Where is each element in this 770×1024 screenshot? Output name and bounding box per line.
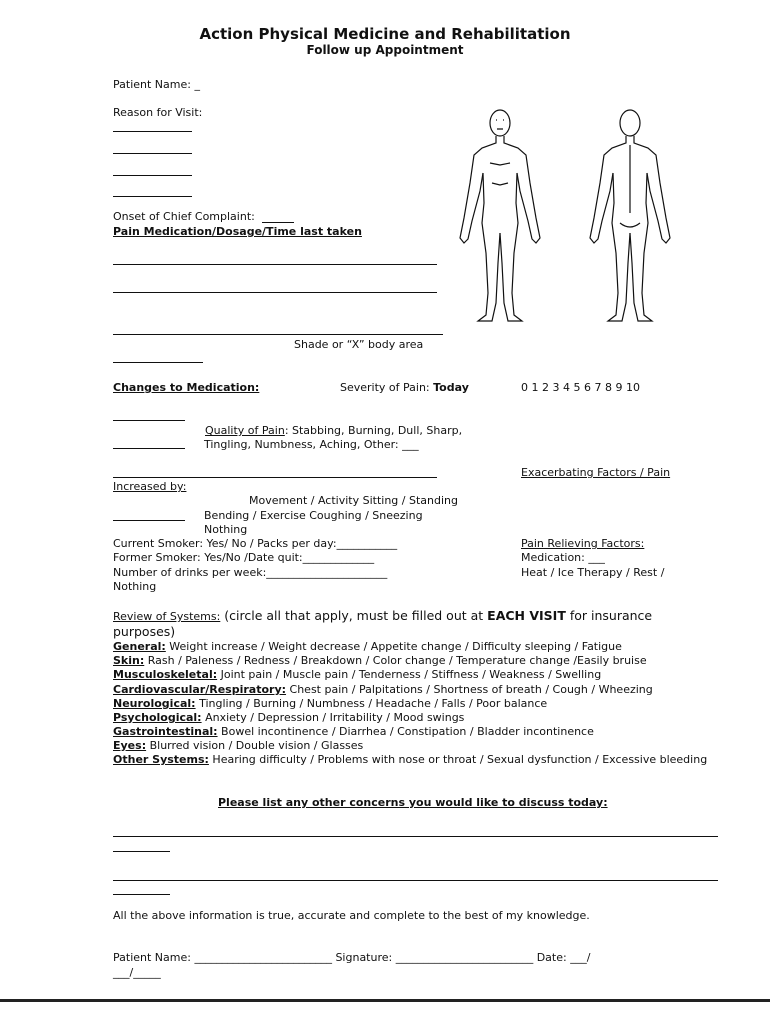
body-front-figure[interactable] [452, 103, 548, 325]
relieving-label: Pain Relieving Factors: [521, 537, 645, 550]
concerns-line-2[interactable] [113, 880, 718, 881]
body-back-figure[interactable] [582, 103, 678, 325]
onset-label: Onset of Chief Complaint: [113, 210, 255, 223]
signoff-line-1[interactable]: Patient Name: _________________________ Signature: _________________________ Date: ___/ [113, 951, 591, 964]
concerns-heading: Please list any other concerns you would like to discuss today: [218, 796, 608, 809]
quality-line-2: Tingling, Numbness, Aching, Other: ___ [204, 438, 419, 451]
reason-line-4[interactable] [113, 196, 192, 197]
pain-med-line-3[interactable] [113, 334, 443, 335]
review-heading-purposes: purposes) [113, 624, 176, 639]
form-title: Action Physical Medicine and Rehabilitation [199, 25, 571, 43]
medication-line-top[interactable] [113, 362, 203, 363]
current-smoker[interactable]: Current Smoker: Yes/ No / Packs per day:___________ [113, 537, 398, 550]
relieving-medication[interactable]: Medication: ___ [521, 551, 605, 564]
concerns-line-1b[interactable] [113, 851, 170, 852]
former-smoker[interactable]: Former Smoker: Yes/No /Date quit:_____________ [113, 551, 375, 564]
system-skin[interactable]: Skin: Rash / Paleness / Redness / Breakdown / Color change / Temperature change /Easily bruise [113, 654, 647, 667]
exacerbating-label: Exacerbating Factors / Pain [521, 466, 671, 479]
concerns-line-2b[interactable] [113, 894, 170, 895]
reason-line-3[interactable] [113, 175, 192, 176]
exacerbating-movement[interactable]: Movement / Activity Sitting / Standing [249, 494, 458, 507]
attestation-statement: All the above information is true, accurate and complete to the best of my knowledge. [113, 909, 590, 922]
changes-line-3[interactable] [113, 477, 437, 478]
system-gastrointestinal[interactable]: Gastrointestinal: Bowel incontinence / Diarrhea / Constipation / Bladder incontinence [113, 725, 594, 738]
increased-by-label: Increased by: [113, 480, 187, 493]
severity-label: Severity of Pain: Today [340, 381, 469, 394]
exacerbating-bending[interactable]: Bending / Exercise Coughing / Sneezing [204, 509, 423, 522]
pain-medication-label: Pain Medication/Dosage/Time last taken [113, 225, 362, 238]
system-other[interactable]: Other Systems: Hearing difficulty / Problems with nose or throat / Sexual dysfunction / Excessive bleeding [113, 753, 708, 766]
changes-line-4[interactable] [113, 520, 185, 521]
relieving-heat[interactable]: Heat / Ice Therapy / Rest / [521, 566, 665, 579]
system-psychological[interactable]: Psychological: Anxiety / Depression / Irritability / Mood swings [113, 711, 465, 724]
changes-line-1[interactable] [113, 420, 185, 421]
system-neurological[interactable]: Neurological: Tingling / Burning / Numbness / Headache / Falls / Poor balance [113, 697, 548, 710]
changes-line-2[interactable] [113, 448, 185, 449]
system-eyes[interactable]: Eyes: Blurred vision / Double vision / Glasses [113, 739, 364, 752]
body-diagram-caption: Shade or “X” body area [294, 338, 424, 351]
system-cardiovascular[interactable]: Cardiovascular/Respiratory: Chest pain / Palpitations / Shortness of breath / Cough / Wheezing [113, 683, 653, 696]
system-general[interactable]: General: Weight increase / Weight decrease / Appetite change / Difficulty sleeping / Fatigue [113, 640, 622, 653]
page-bottom-rule [0, 999, 770, 1002]
reason-label: Reason for Visit: [113, 106, 203, 119]
pain-med-line-1[interactable] [113, 264, 437, 265]
concerns-line-1[interactable] [113, 836, 718, 837]
system-musculoskeletal[interactable]: Musculoskeletal: Joint pain / Muscle pain / Tenderness / Stiffness / Weakness / Swelling [113, 668, 602, 681]
quality-line-1: Quality of Pain: Stabbing, Burning, Dull, Sharp, [205, 424, 463, 437]
drinks-per-week[interactable]: Number of drinks per week:______________________ [113, 566, 388, 579]
onset-line[interactable] [262, 222, 294, 223]
severity-scale[interactable]: 0 1 2 3 4 5 6 7 8 9 10 [521, 381, 640, 394]
review-heading: Review of Systems: (circle all that apply, must be filled out at EACH VISIT for insurance [113, 608, 653, 623]
changes-medication-label: Changes to Medication: [113, 381, 260, 394]
exacerbating-nothing[interactable]: Nothing [204, 523, 248, 536]
pain-med-line-2[interactable] [113, 292, 437, 293]
signoff-line-2[interactable]: ___/_____ [113, 966, 161, 979]
form-subtitle: Follow up Appointment [306, 43, 464, 57]
reason-line-1[interactable] [113, 131, 192, 132]
patient-name-label: Patient Name: _ [113, 78, 200, 91]
smoking-nothing[interactable]: Nothing [113, 580, 157, 593]
reason-line-2[interactable] [113, 153, 192, 154]
